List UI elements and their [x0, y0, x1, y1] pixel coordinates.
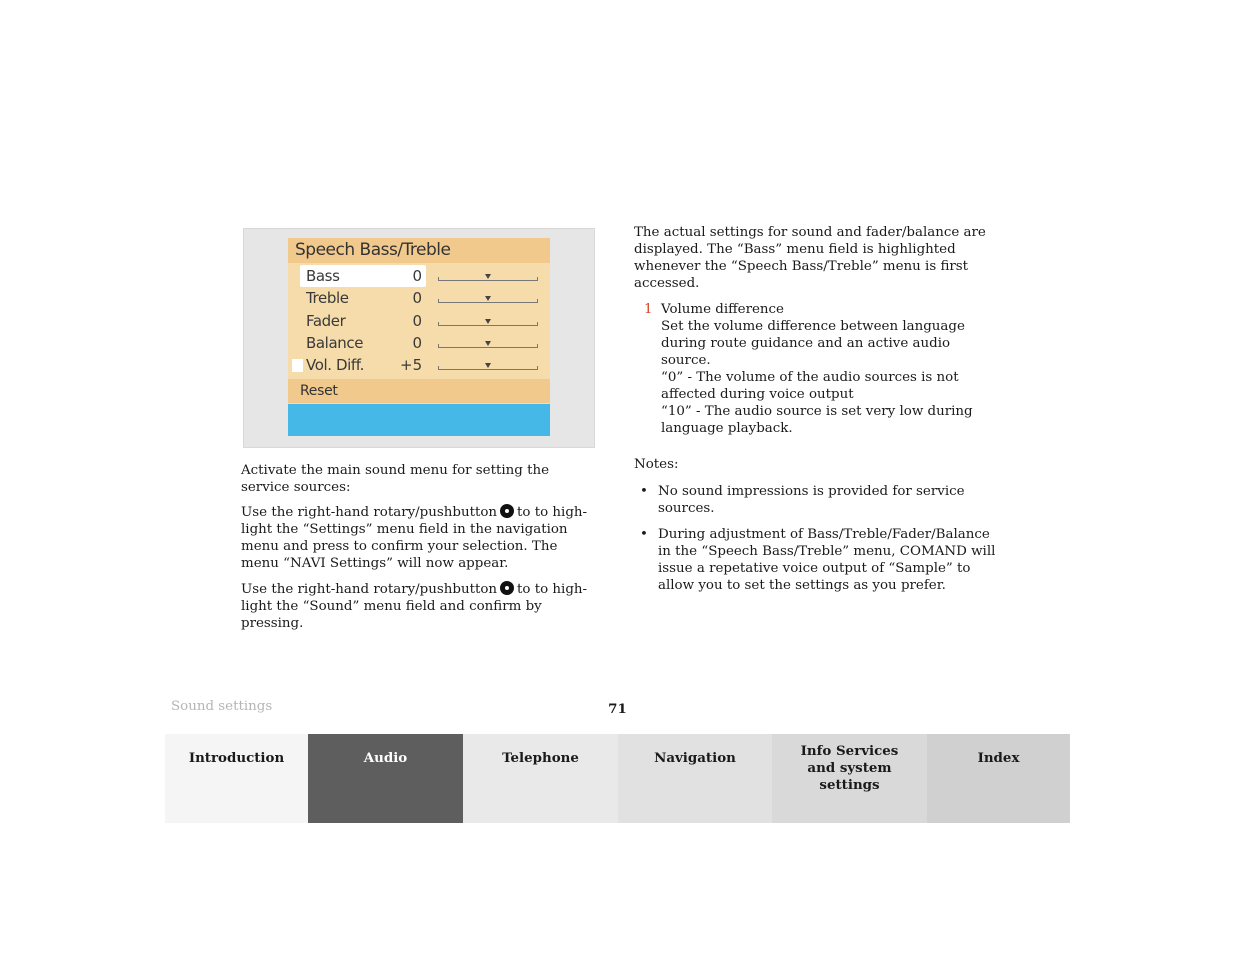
instruction-paragraph-2: Use the right-hand rotary/pushbutton to to high-light the “Sound” menu field and confirm by pressing.: [241, 582, 588, 631]
row-value: 0: [412, 312, 422, 330]
note-text: During adjustment of Bass/Treble/Fader/Balance in the “Speech Bass/Treble” menu, COMAND will issue a repetative voice output of “Sample” to allow you to set the settings as you prefer.: [658, 527, 996, 593]
right-column: [634, 224, 996, 594]
row-label: Treble: [306, 289, 349, 307]
slider-thumb-icon: [485, 341, 491, 346]
settings-intro-paragraph: The actual settings for sound and fader/balance are displayed. The “Bass” menu field is highlighted whenever the “Speech Bass/Treble” menu is first accessed.: [634, 225, 986, 291]
page-number: 71: [608, 701, 627, 717]
slider-thumb-icon: [485, 319, 491, 324]
bullet-icon: •: [640, 527, 648, 542]
note-text: No sound impressions is provided for service sources.: [658, 484, 965, 516]
intro-paragraph: Activate the main sound menu for setting the service sources:: [241, 463, 550, 495]
row-value: 0: [412, 289, 422, 307]
row-label: Fader: [306, 312, 346, 330]
item-title: Volume difference: [661, 302, 784, 317]
tab-label: Info Services and system settings: [800, 743, 899, 793]
bullet-icon: •: [640, 484, 648, 499]
slider-thumb-icon: [485, 274, 491, 279]
tab-index[interactable]: [927, 734, 1070, 823]
speech-bass-treble-screen: [288, 238, 550, 436]
note-item: [634, 526, 996, 594]
tab-label: Telephone: [502, 750, 579, 766]
tab-label: Introduction: [188, 750, 285, 766]
item-number: 1: [644, 302, 653, 317]
row-value: 0: [412, 334, 422, 352]
section-title: Sound settings: [171, 699, 273, 714]
fader-slider[interactable]: [438, 325, 538, 326]
row-label: Bass: [306, 267, 340, 285]
tab-audio[interactable]: [308, 734, 463, 823]
item-description: Set the volume difference between language during route guidance and an active audio source.: [661, 319, 965, 368]
notes-heading: Notes:: [634, 457, 679, 472]
rotary-pushbutton-icon: [500, 504, 514, 518]
rotary-pushbutton-icon: [500, 581, 514, 595]
reset-menu-item[interactable]: Reset: [288, 379, 550, 403]
vol-diff-slider[interactable]: [438, 369, 538, 370]
status-bar: [288, 404, 550, 436]
menu-row-bass[interactable]: [288, 265, 550, 287]
slider-thumb-icon: [485, 363, 491, 368]
note-item: [634, 483, 996, 517]
slider-thumb-icon: [485, 296, 491, 301]
tab-navigation[interactable]: [618, 734, 772, 823]
callout-marker-icon: [292, 359, 303, 372]
row-label: Vol. Diff.: [306, 356, 364, 374]
menu-row-vol-diff[interactable]: [288, 354, 550, 376]
tab-label: Audio: [363, 750, 408, 766]
row-value: 0: [412, 267, 422, 285]
bass-slider[interactable]: [438, 280, 538, 281]
tab-label: Navigation: [654, 750, 736, 766]
balance-slider[interactable]: [438, 347, 538, 348]
left-column: [241, 462, 597, 632]
screen-title: Speech Bass/Treble: [288, 238, 550, 263]
tab-info-services[interactable]: [772, 734, 927, 823]
item-description: “0” - The volume of the audio sources is not affected during voice output: [661, 370, 959, 402]
row-label: Balance: [306, 334, 364, 352]
menu-row-balance[interactable]: [288, 332, 550, 354]
numbered-item: [634, 301, 996, 437]
tab-telephone[interactable]: [463, 734, 618, 823]
item-description: “10” - The audio source is set very low during language playback.: [661, 404, 973, 436]
instruction-paragraph-1: Use the right-hand rotary/pushbutton to to high-light the “Settings” menu field in the navigation menu and press to confirm your selection. The menu “NAVI Settings” will now appear.: [241, 505, 588, 571]
menu-row-fader[interactable]: [288, 310, 550, 332]
tab-introduction[interactable]: [165, 734, 308, 823]
treble-slider[interactable]: [438, 302, 538, 303]
tab-label: Index: [977, 750, 1020, 766]
row-value: +5: [400, 356, 423, 374]
menu-row-treble[interactable]: [288, 287, 550, 309]
